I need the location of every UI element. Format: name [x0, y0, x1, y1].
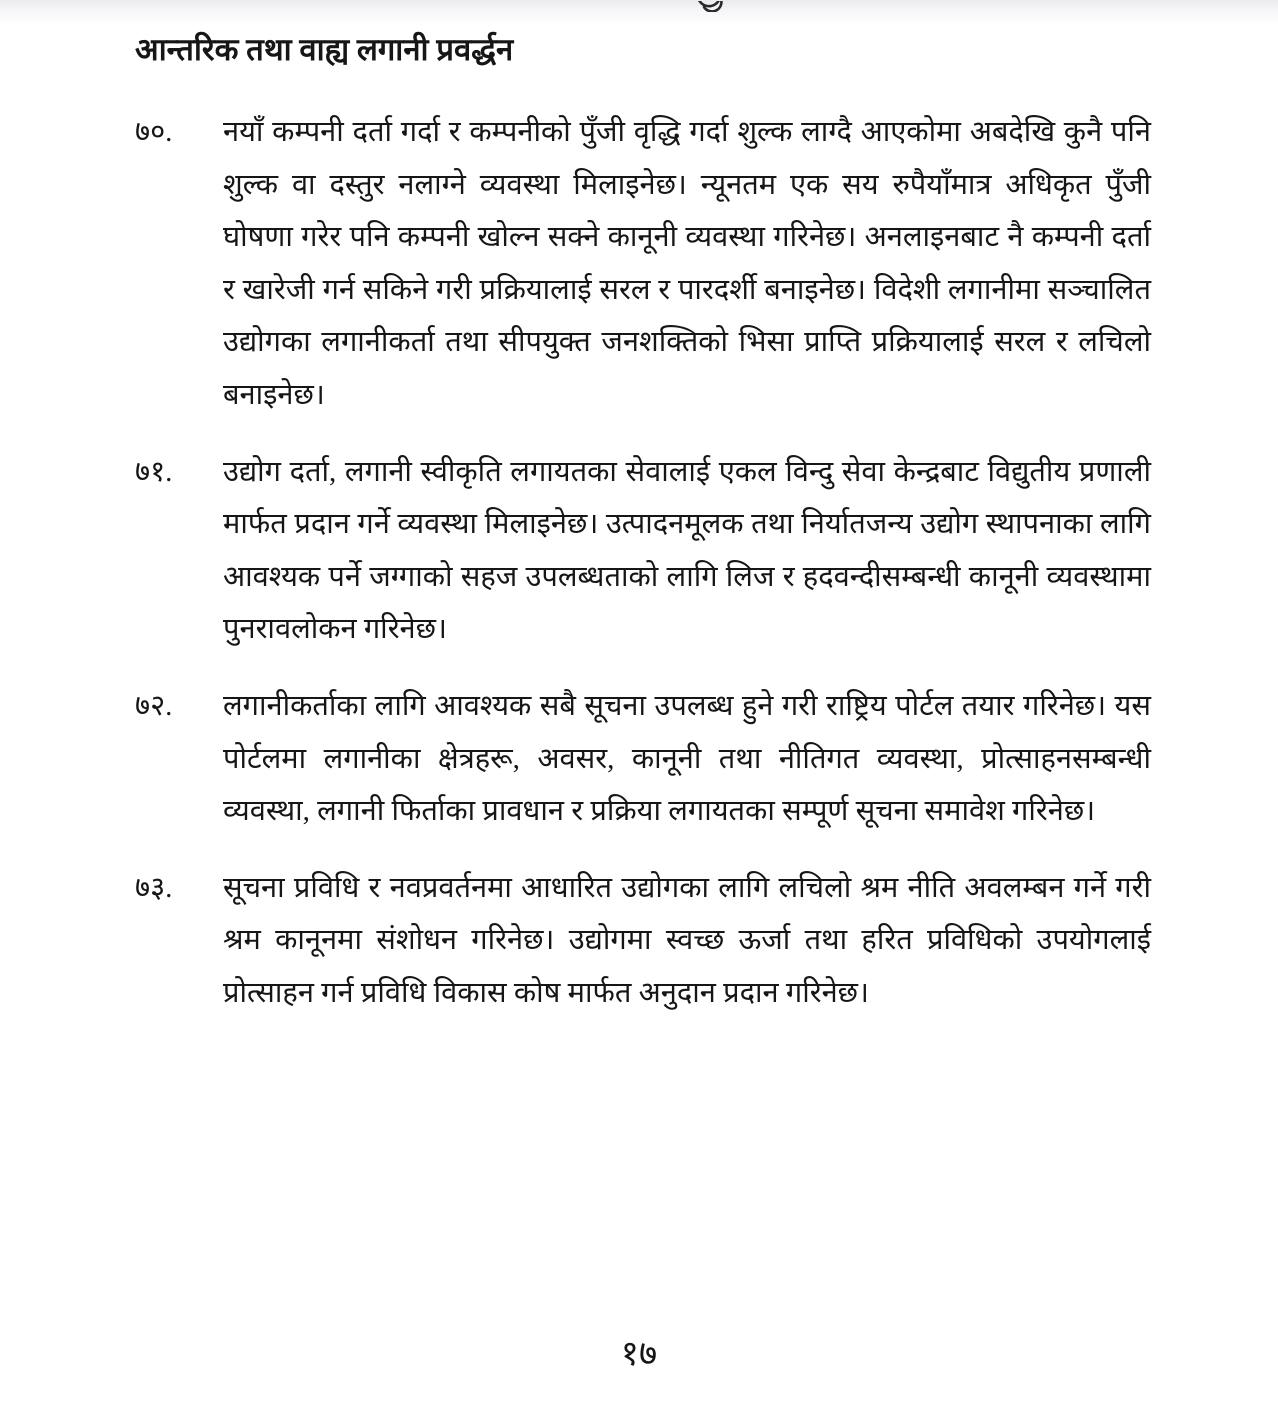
paragraph-72 — [135, 680, 1151, 838]
paragraph-70-number: ७०. — [135, 116, 173, 148]
paragraph-71-number: ७१. — [135, 455, 173, 488]
paragraph-70-text: नयाँ कम्पनी दर्ता गर्दा र कम्पनीको पुँजी वृद्धि गर्दा शुल्क लाग्दै आएकोमा अबदेखि कुनै पनि शुल्क वा दस्तुर नलाग्ने व्यवस्था मिलाइनेछ। न्यूनतम एक सय रुपैयाँमात्र अधिकृत पुँजी घोषणा गरेर पनि कम्पनी खोल्न सक्ने कानूनी व्यवस्था गरिनेछ। अनलाइनबाट नै कम्पनी दर्ता र खारेजी गर्न सकिने गरी प्रक्रियालाई सरल र पारदर्शी बनाइनेछ। विदेशी लगानीमा सञ्चालित उद्योगका लगानीकर्ता तथा सीपयुक्त जनशक्तिको भिसा प्राप्ति प्रक्रियालाई सरल र लचिलो बनाइनेछ। — [223, 116, 1151, 411]
page-top-shadow — [0, 0, 1278, 26]
paragraph-73-text: सूचना प्रविधि र नवप्रवर्तनमा आधारित उद्योगका लागि लचिलो श्रम नीति अवलम्बन गर्ने गरी श्रम कानूनमा संशोधन गरिनेछ। उद्योगमा स्वच्छ ऊर्जा तथा हरित प्रविधिको उपयोगलाई प्रोत्साहन गर्न प्रविधि विकास कोष मार्फत अनुदान प्रदान गरिनेछ। — [223, 871, 1151, 1009]
section-heading: आन्तरिक तथा वाह्य लगानी प्रवर्द्धन — [135, 32, 514, 67]
cropped-glyph-artifact-shape — [696, 1, 730, 12]
document-body — [135, 28, 1151, 1044]
paragraph-70 — [135, 106, 1151, 422]
paragraph-73 — [135, 862, 1151, 1020]
paragraph-73-number: ७३. — [135, 871, 173, 904]
cropped-glyph-artifact — [696, 0, 730, 12]
paragraph-72-text: लगानीकर्ताका लागि आवश्यक सबै सूचना उपलब्ध हुने गरी राष्ट्रिय पोर्टल तयार गरिनेछ। यस पोर्टलमा लगानीका क्षेत्रहरू, अवसर, कानूनी तथा नीतिगत व्यवस्था, प्रोत्साहनसम्बन्धी व्यवस्था, लगानी फिर्ताका प्रावधान र प्रक्रिया लगायतका सम्पूर्ण सूचना समावेश गरिनेछ। — [223, 689, 1151, 828]
paragraph-71-text: उद्योग दर्ता, लगानी स्वीकृति लगायतका सेवालाई एकल विन्दु सेवा केन्द्रबाट विद्युतीय प्रणाली मार्फत प्रदान गर्ने व्यवस्था मिलाइनेछ। उत्पादनमूलक तथा निर्यातजन्य उद्योग स्थापनाका लागि आवश्यक पर्ने जग्गाको सहज उपलब्धताको लागि लिज र हदवन्दीसम्बन्धी कानूनी व्यवस्थामा पुनरावलोकन गरिनेछ। — [223, 455, 1151, 646]
paragraph-71 — [135, 446, 1151, 656]
page-number: १७ — [620, 1334, 658, 1373]
paragraph-72-number: ७२. — [135, 689, 173, 722]
